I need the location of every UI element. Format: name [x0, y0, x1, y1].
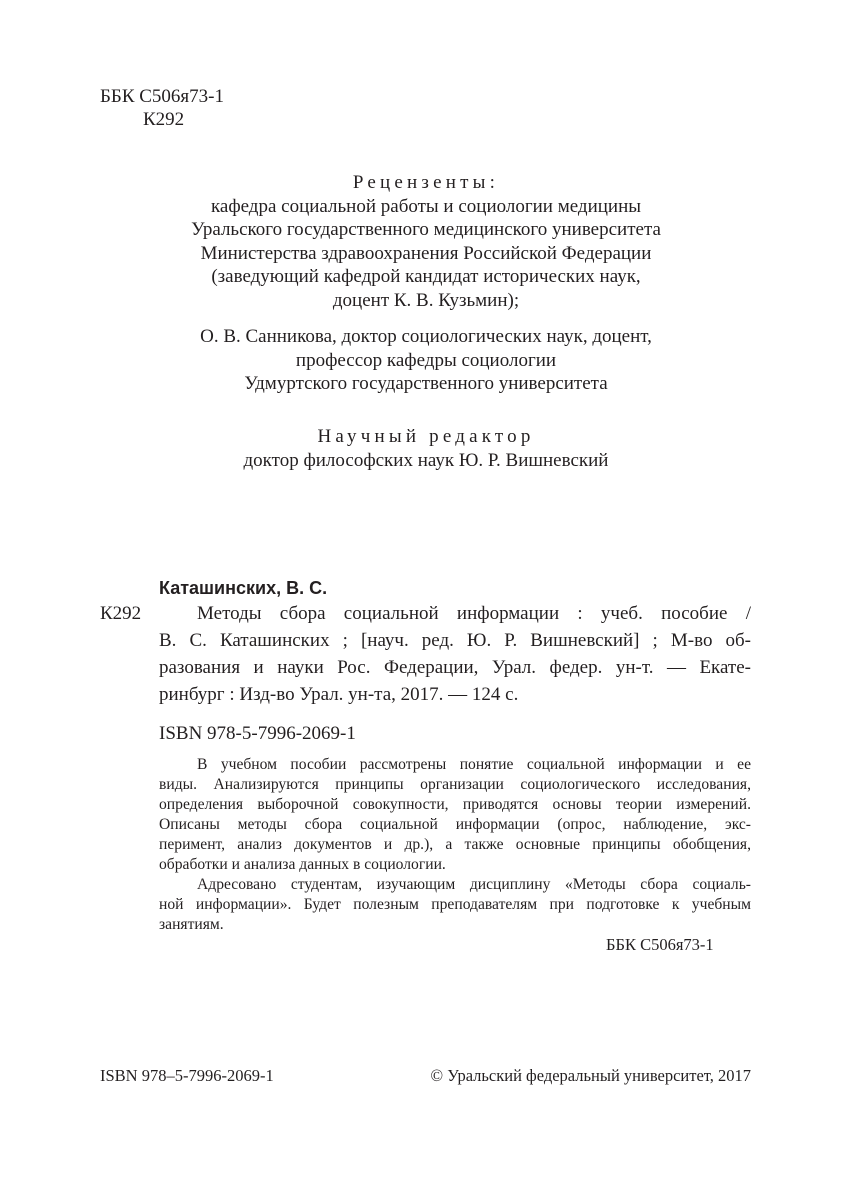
- reviewer-line: (заведующий кафедрой кандидат исторических наук,: [211, 266, 641, 287]
- reviewer-line: Министерства здравоохранения Российской Федерации: [200, 242, 652, 264]
- reviewers-heading: Рецензенты:: [352, 172, 500, 193]
- description-line: Методы сбора социальной информации : учеб. пособие /: [197, 603, 751, 624]
- reviewers-section: [100, 171, 752, 312]
- catalog-code: К292: [100, 603, 142, 624]
- reviewer-second: [100, 325, 752, 396]
- reviewer-line: доцент К. В. Кузьмин);: [332, 289, 520, 311]
- abstract-line: занятиям.: [159, 916, 224, 933]
- description-line: ринбург : Изд-во Урал. ун-та, 2017. — 124 с.: [159, 684, 519, 705]
- description-line: разования и науки Рос. Федерации, Урал. федер. ун-т. — Екате-: [159, 657, 751, 678]
- editor-section: [100, 425, 752, 472]
- editor-heading: Научный редактор: [317, 426, 535, 447]
- abstract-line: Описаны методы сбора социальной информации (опрос, наблюдение, экс-: [159, 816, 751, 833]
- abstract-line: определения выборочной совокупности, приводятся основы теории измерений.: [159, 796, 751, 813]
- abstract-line: ной информации». Будет полезным преподавателям при подготовке к учебным: [159, 896, 751, 913]
- reviewer-line: кафедра социальной работы и социологии медицины: [210, 195, 642, 217]
- abstract-line: перимент, анализ документов и др.), а также основные принципы обобщения,: [159, 836, 751, 853]
- abstract-line: В учебном пособии рассмотрены понятие социальной информации и ее: [197, 756, 751, 773]
- catalog-description: [159, 600, 751, 708]
- description-line: В. С. Каташинских ; [науч. ред. Ю. Р. Вишневский] ; М-во об-: [159, 630, 751, 651]
- bbk-top-index: ББК С506я73-1: [100, 86, 224, 107]
- editor-name: доктор философских наук Ю. Р. Вишневский: [243, 449, 609, 471]
- reviewer-line: профессор кафедры социологии: [295, 349, 557, 371]
- footer-copyright: © Уральский федеральный университет, 2017: [430, 1066, 751, 1085]
- abstract-line: обработки и анализа данных в социологии.: [159, 856, 446, 873]
- reviewer-line: Удмуртского государственного университета: [244, 373, 608, 394]
- abstract: [159, 755, 751, 935]
- reviewer-line: Уральского государственного медицинского университета: [191, 219, 661, 240]
- author-heading: Каташинских, В. С.: [159, 578, 328, 598]
- bbk-bottom: ББК С506я73-1: [606, 935, 714, 954]
- catalog-isbn: ISBN 978-5-7996-2069-1: [159, 723, 356, 744]
- abstract-line: Адресовано студентам, изучающим дисциплину «Методы сбора социаль-: [197, 876, 751, 893]
- abstract-line: виды. Анализируются принципы организации социологического исследования,: [159, 776, 751, 793]
- bbk-top-code: К292: [143, 109, 185, 130]
- reviewer-line: О. В. Санникова, доктор социологических наук, доцент,: [200, 326, 652, 347]
- footer-isbn: ISBN 978–5-7996-2069-1: [100, 1066, 274, 1085]
